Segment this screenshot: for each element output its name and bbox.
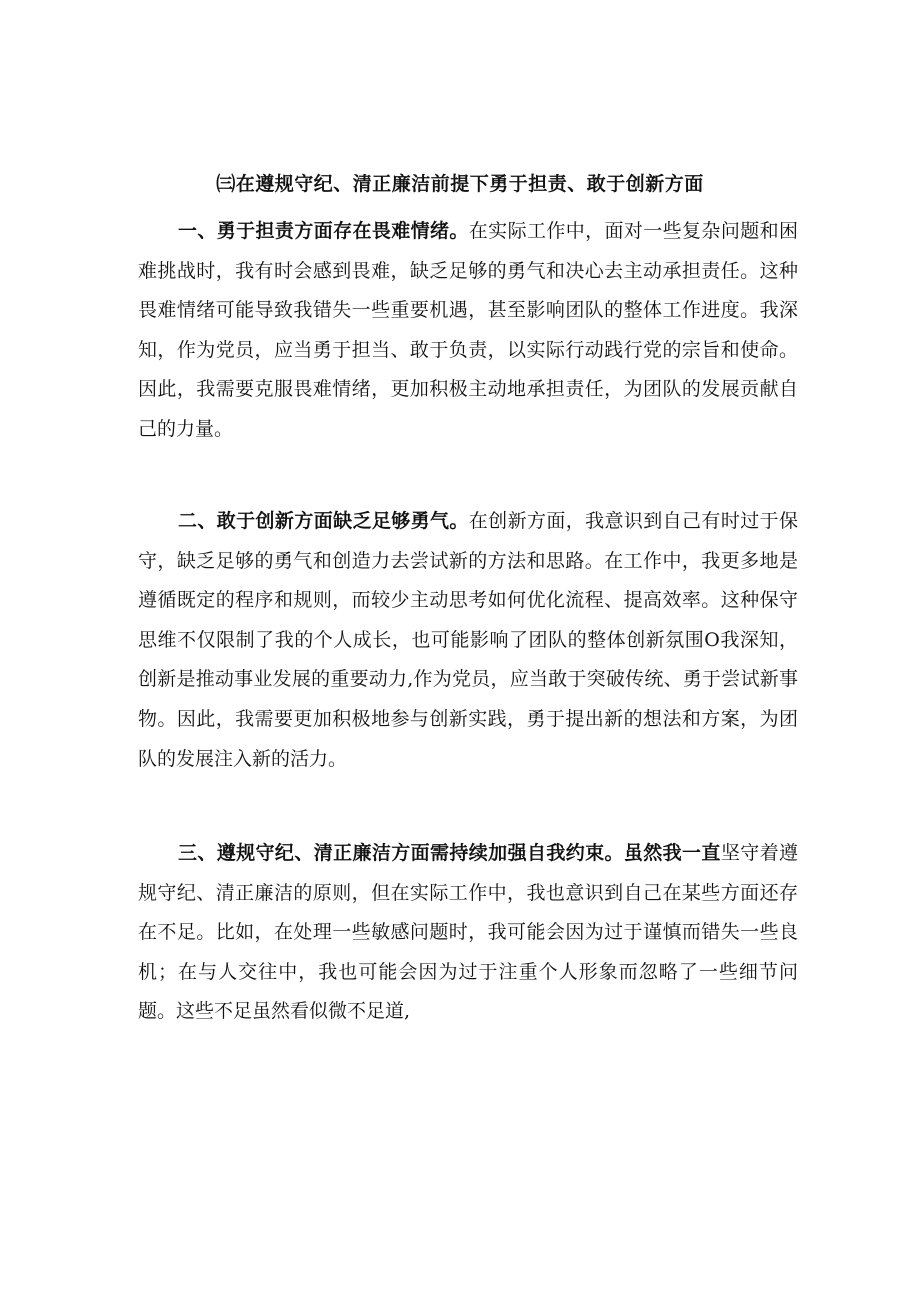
paragraph-2 — [138, 502, 798, 779]
section-heading: ㈢在遵规守纪、清正廉洁前提下勇于担责、敢于创新方面 — [216, 173, 704, 195]
paragraph-3-lead: 三、遵规守纪、清正廉洁方面需持续加强自我约束。虽然我一直 — [178, 842, 721, 864]
paragraph-3 — [138, 834, 798, 1032]
paragraph-1-body: 在实际工作中，面对一些复杂问题和困难挑战时，我有时会感到畏难，缺乏足够的勇气和决心去主动承担责任。这种畏难情绪可能导致我错失一些重要机遇，甚至影响团队的整体工作进度。我深知，作为党员，应当勇于担当、敢于负责，以实际行动践行党的宗旨和使命。因此，我需要克服畏难情绪，更加积极主动地承担责任，为团队的发展贡献自己的力量。 — [138, 220, 798, 440]
paragraph-2-body: 在创新方面，我意识到自己有时过于保守，缺乏足够的勇气和创造力去尝试新的方法和思路。在工作中，我更多地是遵循既定的程序和规则，而较少主动思考如何优化流程、提高效率。这种保守思维不仅限制了我的个人成长，也可能影响了团队的整体创新氛围O我深知，创新是推动事业发展的重要动力,作为党员，应当敢于突破传统、勇于尝试新事物。因此，我需要更加积极地参与创新实践，勇于提出新的想法和方案，为团队的发展注入新的活力。 — [138, 510, 798, 770]
paragraph-3-body: 坚守着遵规守纪、清正廉洁的原则，但在实际工作中，我也意识到自己在某些方面还存在不足。比如，在处理一些敏感问题时，我可能会因为过于谨慎而错失一些良机；在与人交往中，我也可能会因为过于注重个人形象而忽略了一些细节问题。这些不足虽然看似微不足道, — [138, 842, 798, 1023]
paragraph-2-lead: 二、敢于创新方面缺乏足够勇气。 — [178, 510, 469, 532]
paragraph-1-lead: 一、勇于担责方面存在畏难情绪。 — [178, 220, 469, 242]
paragraph-1 — [138, 212, 798, 450]
